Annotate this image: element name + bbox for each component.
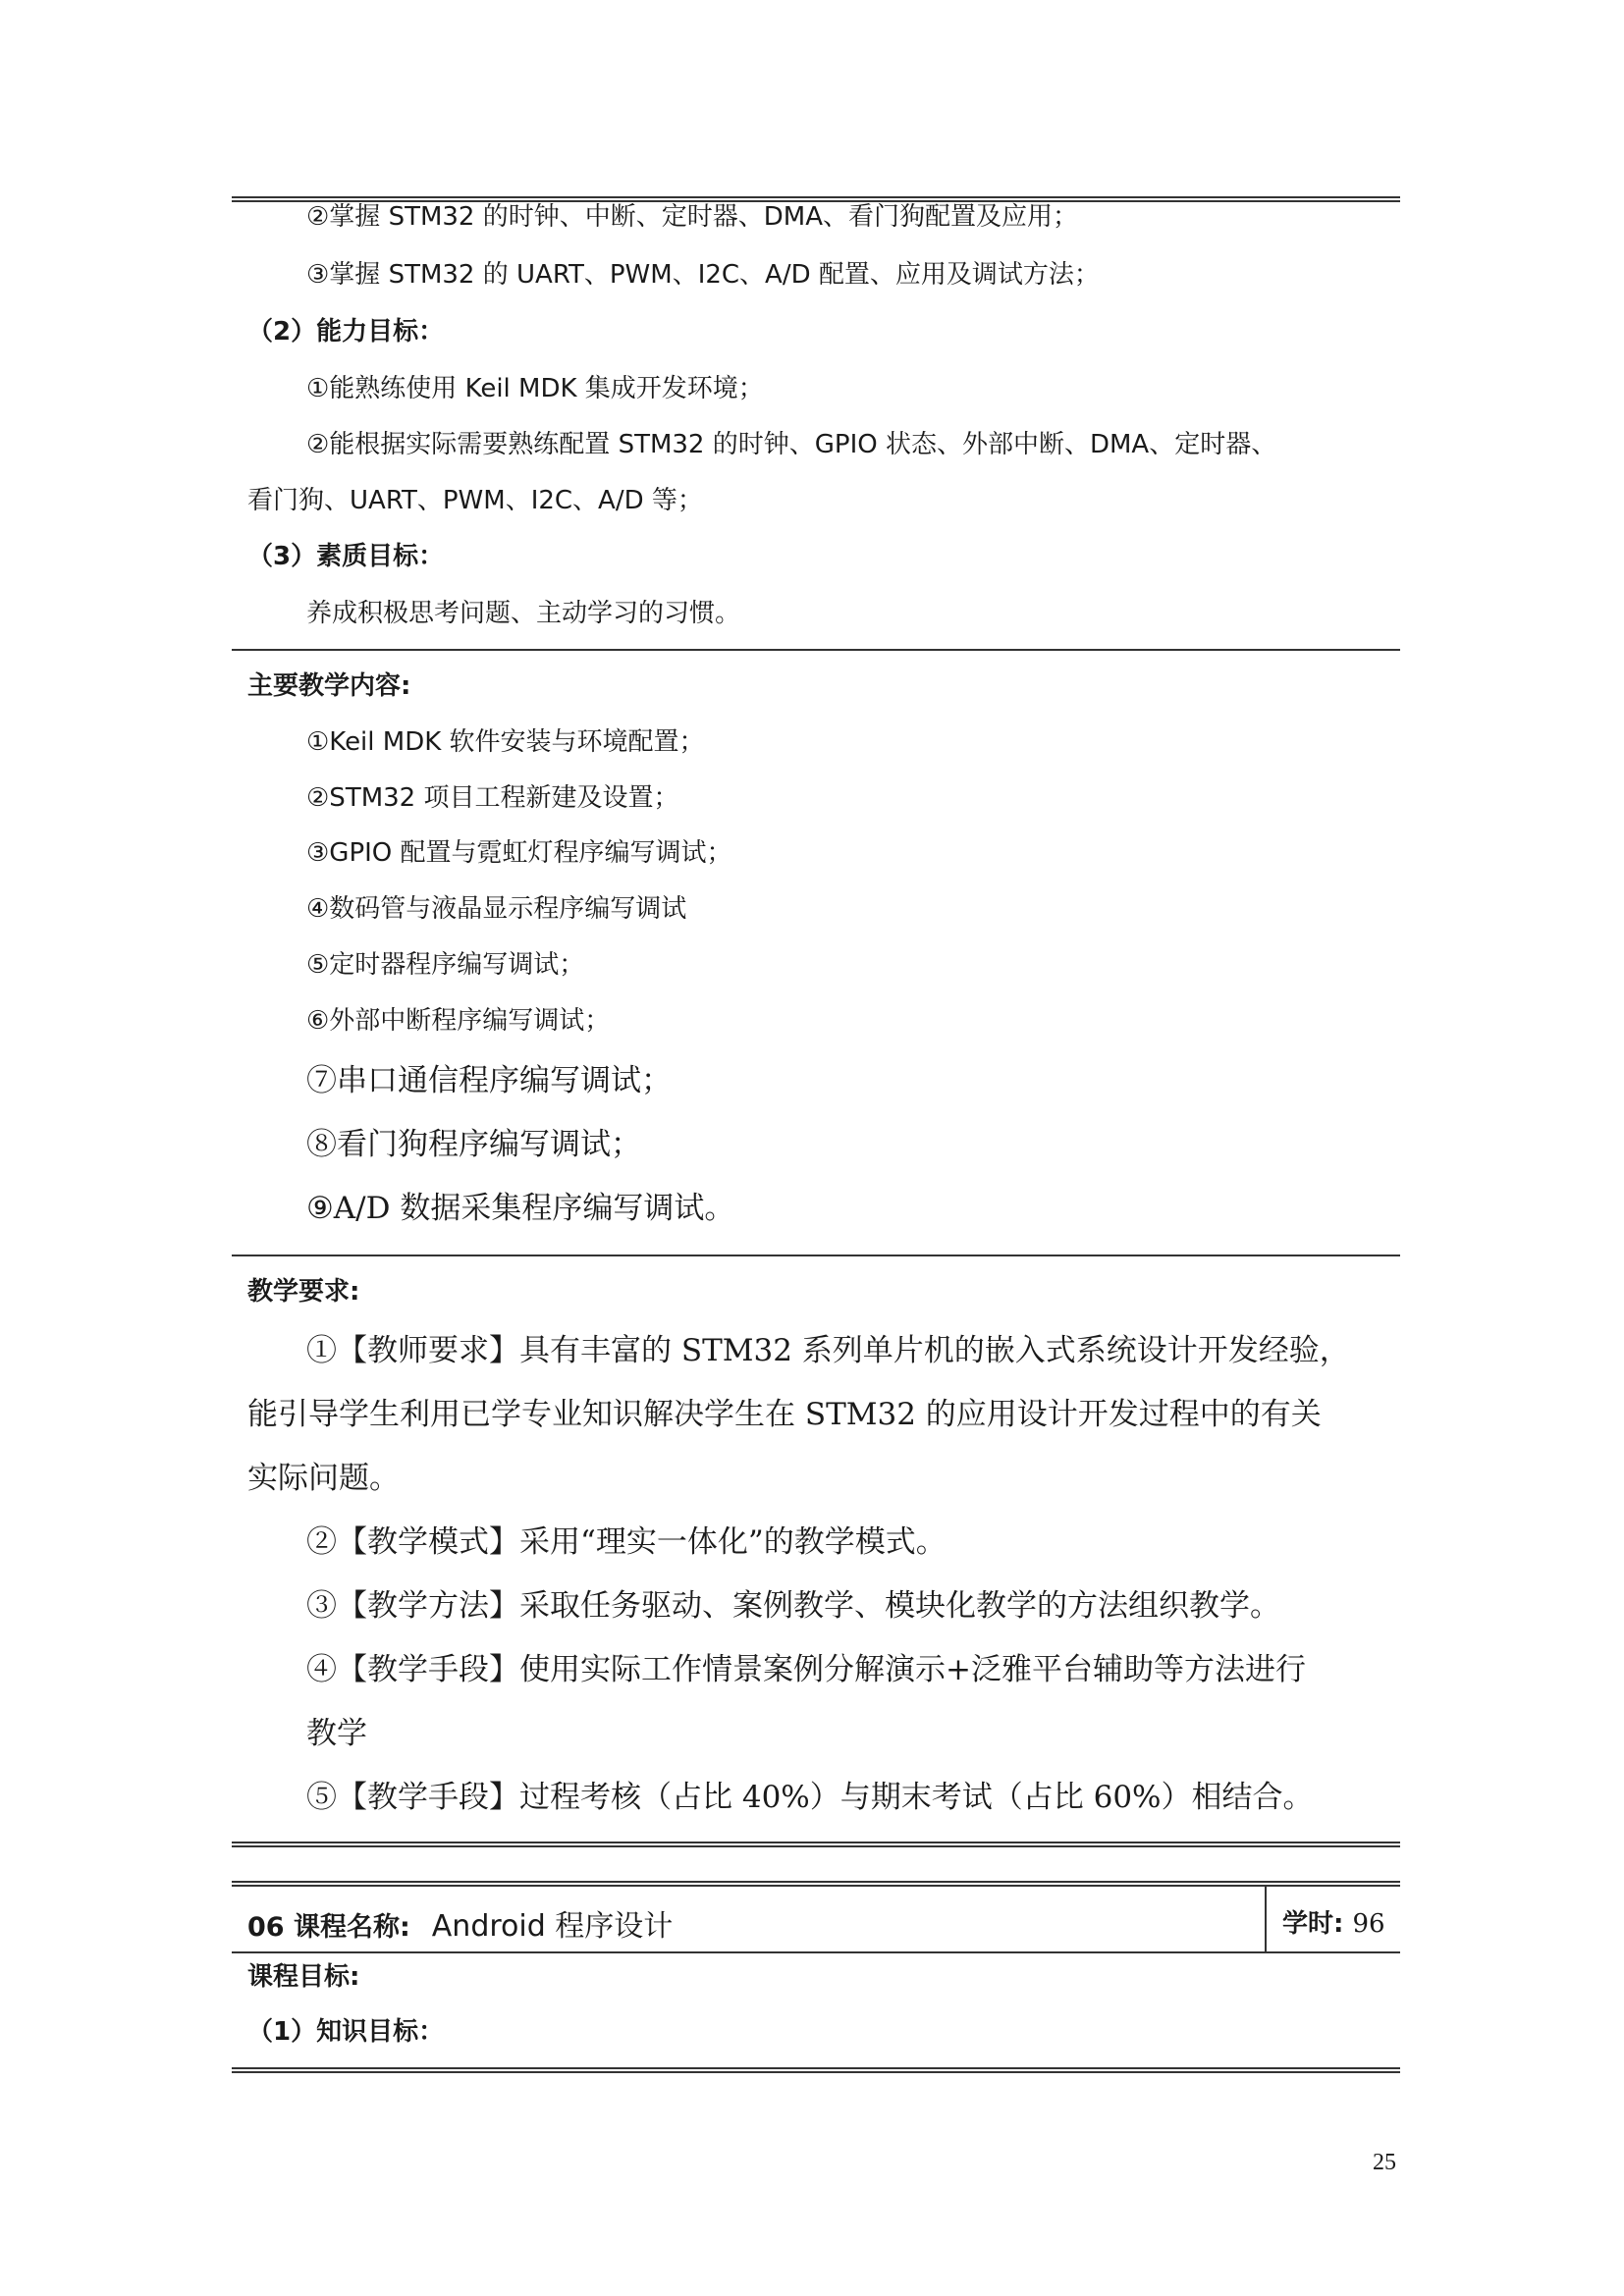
content-item: ⑦串口通信程序编写调试； — [306, 1063, 672, 1098]
content-item: ①Keil MDK 软件安装与环境配置； — [306, 727, 705, 757]
content-item: ④数码管与液晶显示程序编写调试 — [306, 894, 687, 924]
ability-item-2-line-2: 看门狗、UART、PWM、I2C、A/D 等； — [247, 486, 703, 515]
content-item: ②STM32 项目工程新建及设置； — [306, 783, 679, 813]
page-number: 25 — [1373, 2150, 1396, 2175]
cell-divider — [1265, 1885, 1267, 1951]
course-hours — [1282, 1903, 1385, 1940]
ability-item-2-line-1: ②能根据实际需要熟练配置 STM32 的时钟、GPIO 状态、外部中断、DMA、定时器、 — [306, 430, 1277, 459]
course-row-divider — [232, 1951, 1400, 1953]
content-item: ③GPIO 配置与霓虹灯程序编写调试； — [306, 838, 732, 868]
hours-value: 96 — [1352, 1909, 1385, 1939]
requirement-4-line-1: ④【教学手段】使用实际工作情景案例分解演示+泛雅平台辅助等方法进行 — [306, 1652, 1306, 1687]
content-item: ⑧看门狗程序编写调试； — [306, 1127, 641, 1162]
requirement-1-line-3: 实际问题。 — [247, 1461, 400, 1496]
content-heading: 主要教学内容: — [247, 671, 411, 701]
hours-label: 学时: — [1282, 1909, 1344, 1939]
content-item: ⑤定时器程序编写调试； — [306, 950, 585, 980]
bottom-double-rule — [232, 2067, 1400, 2073]
course-header-row — [232, 1885, 1400, 1951]
requirements-heading: 教学要求: — [247, 1277, 360, 1307]
section-divider — [232, 1255, 1400, 1256]
requirement-2: ②【教学模式】采用“理实一体化”的教学模式。 — [306, 1524, 947, 1560]
requirement-5: ⑤【教学手段】过程考核（占比 40%）与期末考试（占比 60%）相结合。 — [306, 1780, 1314, 1815]
requirement-4-line-2: 教学 — [306, 1716, 367, 1751]
requirement-3: ③【教学方法】采取任务驱动、案例教学、模块化教学的方法组织教学。 — [306, 1588, 1280, 1624]
knowledge-item-2: ②掌握 STM32 的时钟、中断、定时器、DMA、看门狗配置及应用； — [306, 202, 1078, 232]
content-item: ⑥外部中断程序编写调试； — [306, 1006, 611, 1036]
content-item: ⑨A/D 数据采集程序编写调试。 — [306, 1191, 735, 1226]
course-title — [247, 1901, 673, 1945]
ability-heading: （2）能力目标： — [247, 317, 445, 347]
ability-item-1: ①能熟练使用 Keil MDK 集成开发环境； — [306, 374, 764, 403]
quality-heading: （3）素质目标： — [247, 542, 445, 571]
objectives-heading: 课程目标: — [247, 1962, 360, 1992]
course-name: Android 程序设计 — [431, 1909, 674, 1944]
knowledge-heading: （1）知识目标： — [247, 2017, 445, 2047]
section-end-double-rule — [232, 1842, 1400, 1847]
requirement-1-line-1: ①【教师要求】具有丰富的 STM32 系列单片机的嵌入式系统设计开发经验， — [306, 1333, 1350, 1368]
requirement-1-line-2: 能引导学生利用已学专业知识解决学生在 STM32 的应用设计开发过程中的有关 — [247, 1397, 1322, 1432]
section-divider — [232, 649, 1400, 651]
knowledge-item-3: ③掌握 STM32 的 UART、PWM、I2C、A/D 配置、应用及调试方法； — [306, 260, 1100, 290]
course-label: 06 课程名称: — [247, 1912, 410, 1943]
quality-item-1: 养成积极思考问题、主动学习的习惯。 — [306, 599, 741, 628]
